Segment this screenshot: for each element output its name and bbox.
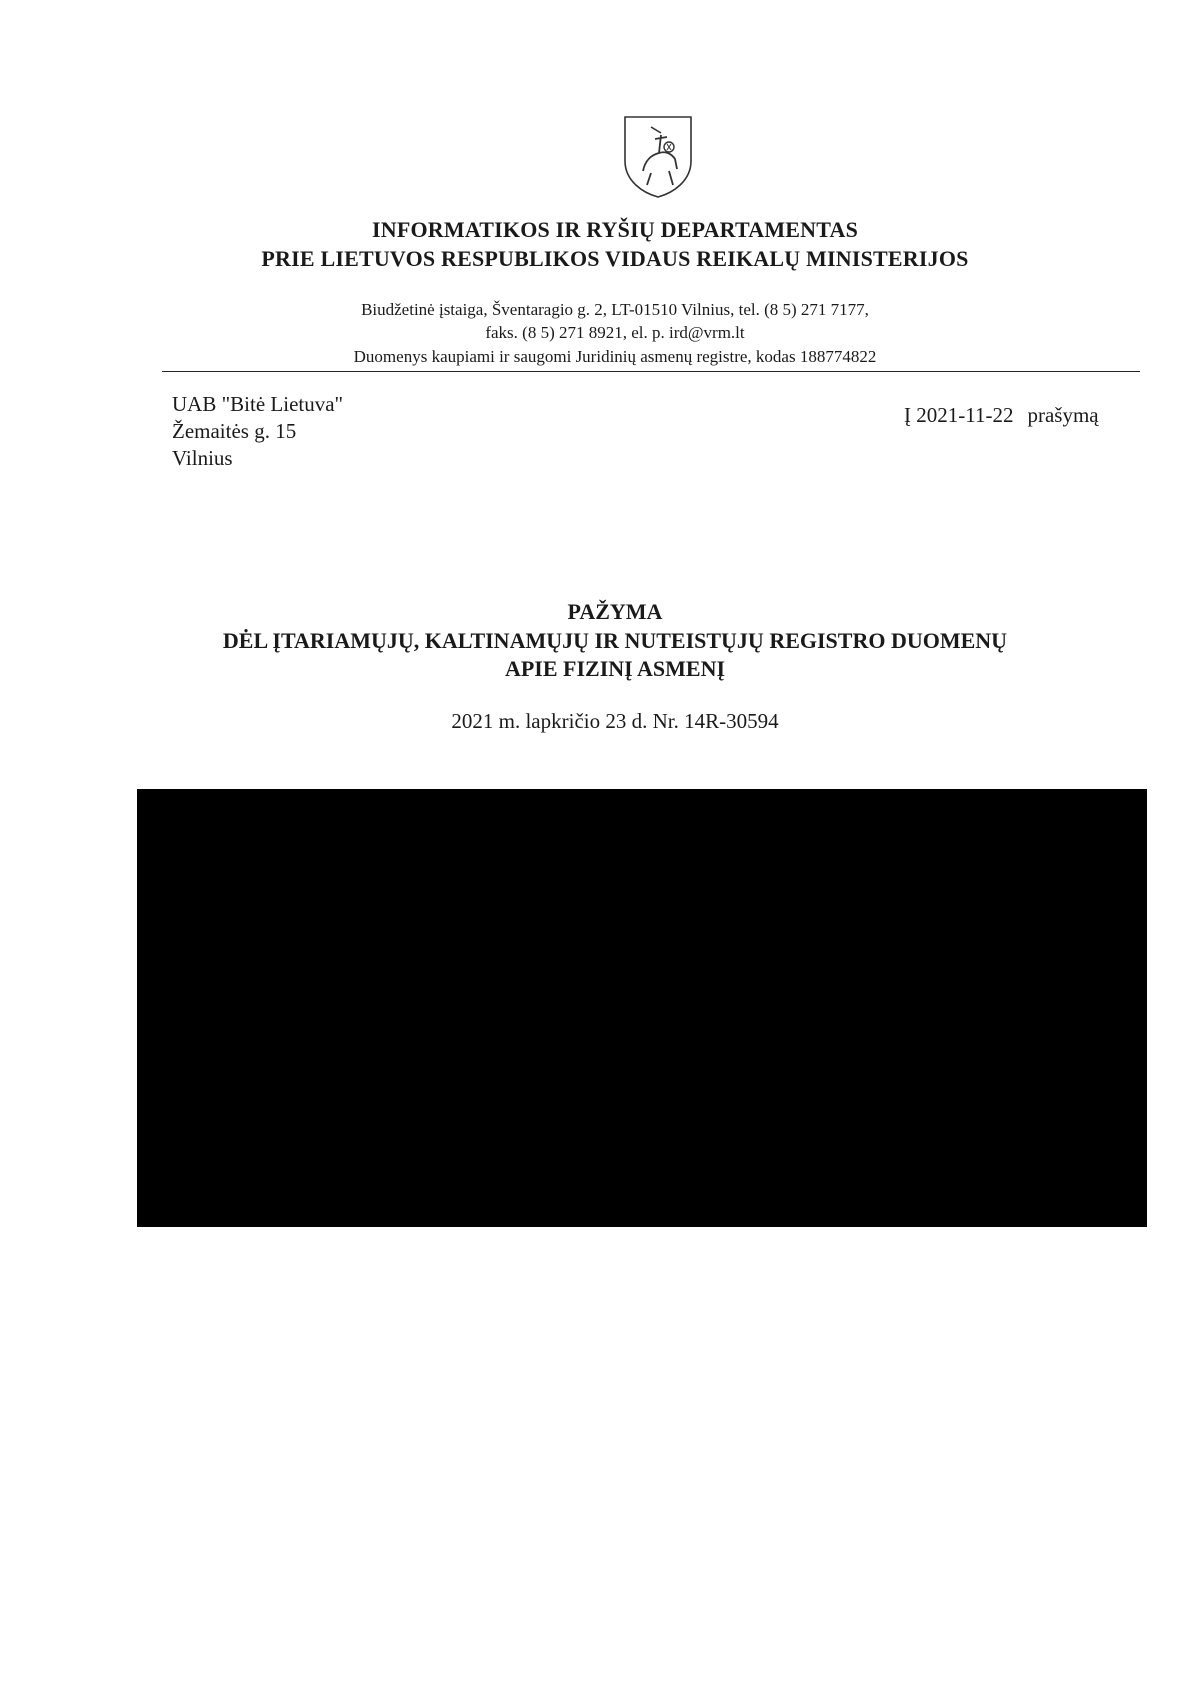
organization-name-line1: INFORMATIKOS IR RYŠIŲ DEPARTAMENTAS — [371, 217, 859, 242]
header-divider — [162, 371, 1140, 372]
request-reference — [904, 403, 1099, 428]
recipient-name: UAB "Bitė Lietuva" — [172, 392, 344, 416]
document-date-number: 2021 m. lapkričio 23 d. Nr. 14R-30594 — [451, 709, 779, 733]
redaction-block — [137, 789, 1147, 1227]
request-reference-word: prašymą — [1027, 403, 1099, 427]
document-subtitle-line1: DĖL ĮTARIAMŲJŲ, KALTINAMŲJŲ IR NUTEISTŲJŲ REGISTRO DUOMENŲ — [222, 628, 1008, 653]
request-reference-date: Į 2021-11-22 — [904, 403, 1014, 427]
recipient-city: Vilnius — [172, 446, 233, 470]
requisites-line3: Duomenys kaupiami ir saugomi Juridinių asmenų registre, kodas 188774822 — [353, 347, 877, 366]
coat-of-arms-icon — [621, 113, 695, 199]
document-subtitle-line2: APIE FIZINĮ ASMENĮ — [504, 656, 726, 681]
requisites-line2: faks. (8 5) 271 8921, el. p. ird@vrm.lt — [485, 323, 745, 342]
organization-name-line2: PRIE LIETUVOS RESPUBLIKOS VIDAUS REIKALŲ MINISTERIJOS — [261, 246, 969, 271]
recipient-street: Žemaitės g. 15 — [172, 419, 297, 443]
requisites-line1: Biudžetinė įstaiga, Šventaragio g. 2, LT-01510 Vilnius, tel. (8 5) 271 7177, — [361, 300, 869, 319]
document-title: PAŽYMA — [567, 599, 663, 624]
